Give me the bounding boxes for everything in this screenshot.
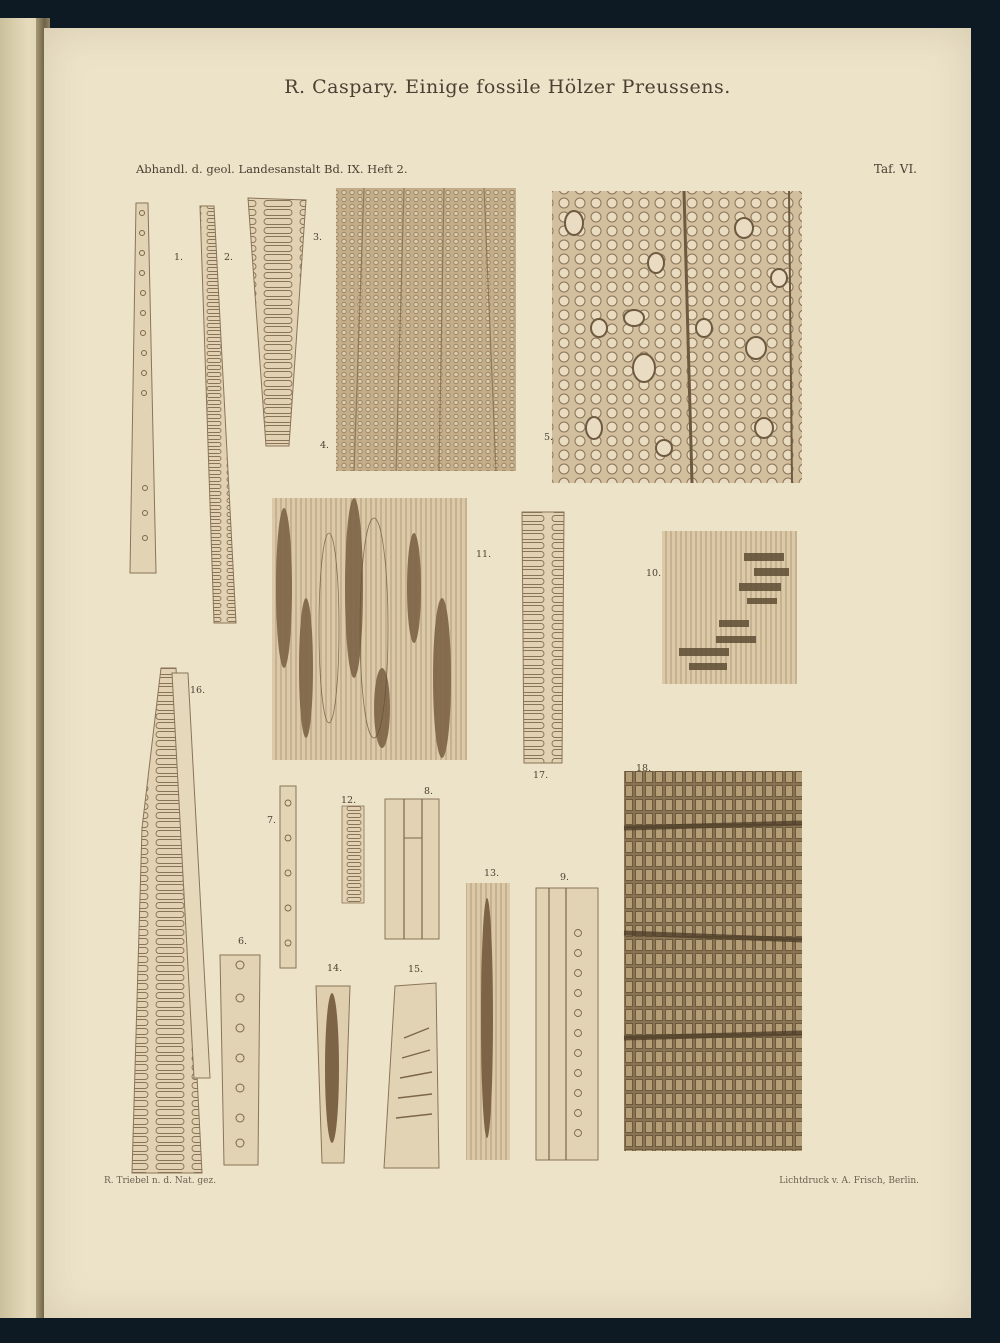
figure-2-drawing — [200, 206, 236, 623]
figure-13-drawing — [466, 883, 510, 1160]
figure-12-drawing — [342, 806, 364, 903]
figure-label-11: 11. — [476, 549, 492, 560]
printer-credit: Lichtdruck v. A. Frisch, Berlin. — [779, 1176, 919, 1186]
figure-label-15: 15. — [408, 964, 424, 975]
figure-7-drawing — [280, 786, 296, 968]
figure-label-7: 7. — [267, 815, 277, 826]
figure-15-drawing — [384, 983, 439, 1168]
plate-page — [44, 28, 971, 1318]
figure-label-1: 1. — [174, 252, 184, 263]
figure-3-drawing — [248, 198, 306, 446]
draftsman-credit: R. Triebel n. d. Nat. gez. — [104, 1176, 217, 1186]
figure-label-6: 6. — [238, 936, 248, 947]
figure-label-2: 2. — [224, 252, 234, 263]
figure-10-drawing — [662, 531, 797, 684]
plate-title: R. Caspary. Einige fossile Hölzer Preussens. — [284, 76, 731, 98]
figure-label-12: 12. — [341, 795, 357, 806]
plate-number: Taf. VI. — [873, 162, 917, 176]
figure-18-drawing — [624, 771, 802, 1151]
figure-6-drawing — [220, 955, 260, 1165]
figure-14-drawing — [316, 986, 350, 1163]
figure-label-8: 8. — [424, 786, 434, 797]
figure-label-17: 17. — [533, 770, 549, 781]
figure-16-drawing — [132, 668, 210, 1173]
figure-label-4: 4. — [320, 440, 330, 451]
figure-label-16: 16. — [190, 685, 206, 696]
figure-label-18: 18. — [636, 763, 652, 774]
figure-label-13: 13. — [484, 868, 500, 879]
figure-label-14: 14. — [327, 963, 343, 974]
series-reference: Abhandl. d. geol. Landesanstalt Bd. IX. Heft 2. — [136, 162, 408, 176]
figure-8-drawing — [385, 799, 439, 939]
figure-17-drawing — [522, 512, 564, 763]
figure-label-10: 10. — [646, 568, 662, 579]
figure-drawings — [44, 28, 971, 1318]
figure-1-drawing — [130, 203, 156, 573]
figure-11-drawing — [272, 498, 467, 760]
figure-9-drawing — [536, 888, 598, 1160]
figure-label-5: 5. — [544, 432, 554, 443]
figure-label-9: 9. — [560, 872, 570, 883]
figure-5-drawing — [552, 191, 802, 483]
figure-4-drawing — [336, 188, 516, 471]
figure-label-3: 3. — [313, 232, 323, 243]
